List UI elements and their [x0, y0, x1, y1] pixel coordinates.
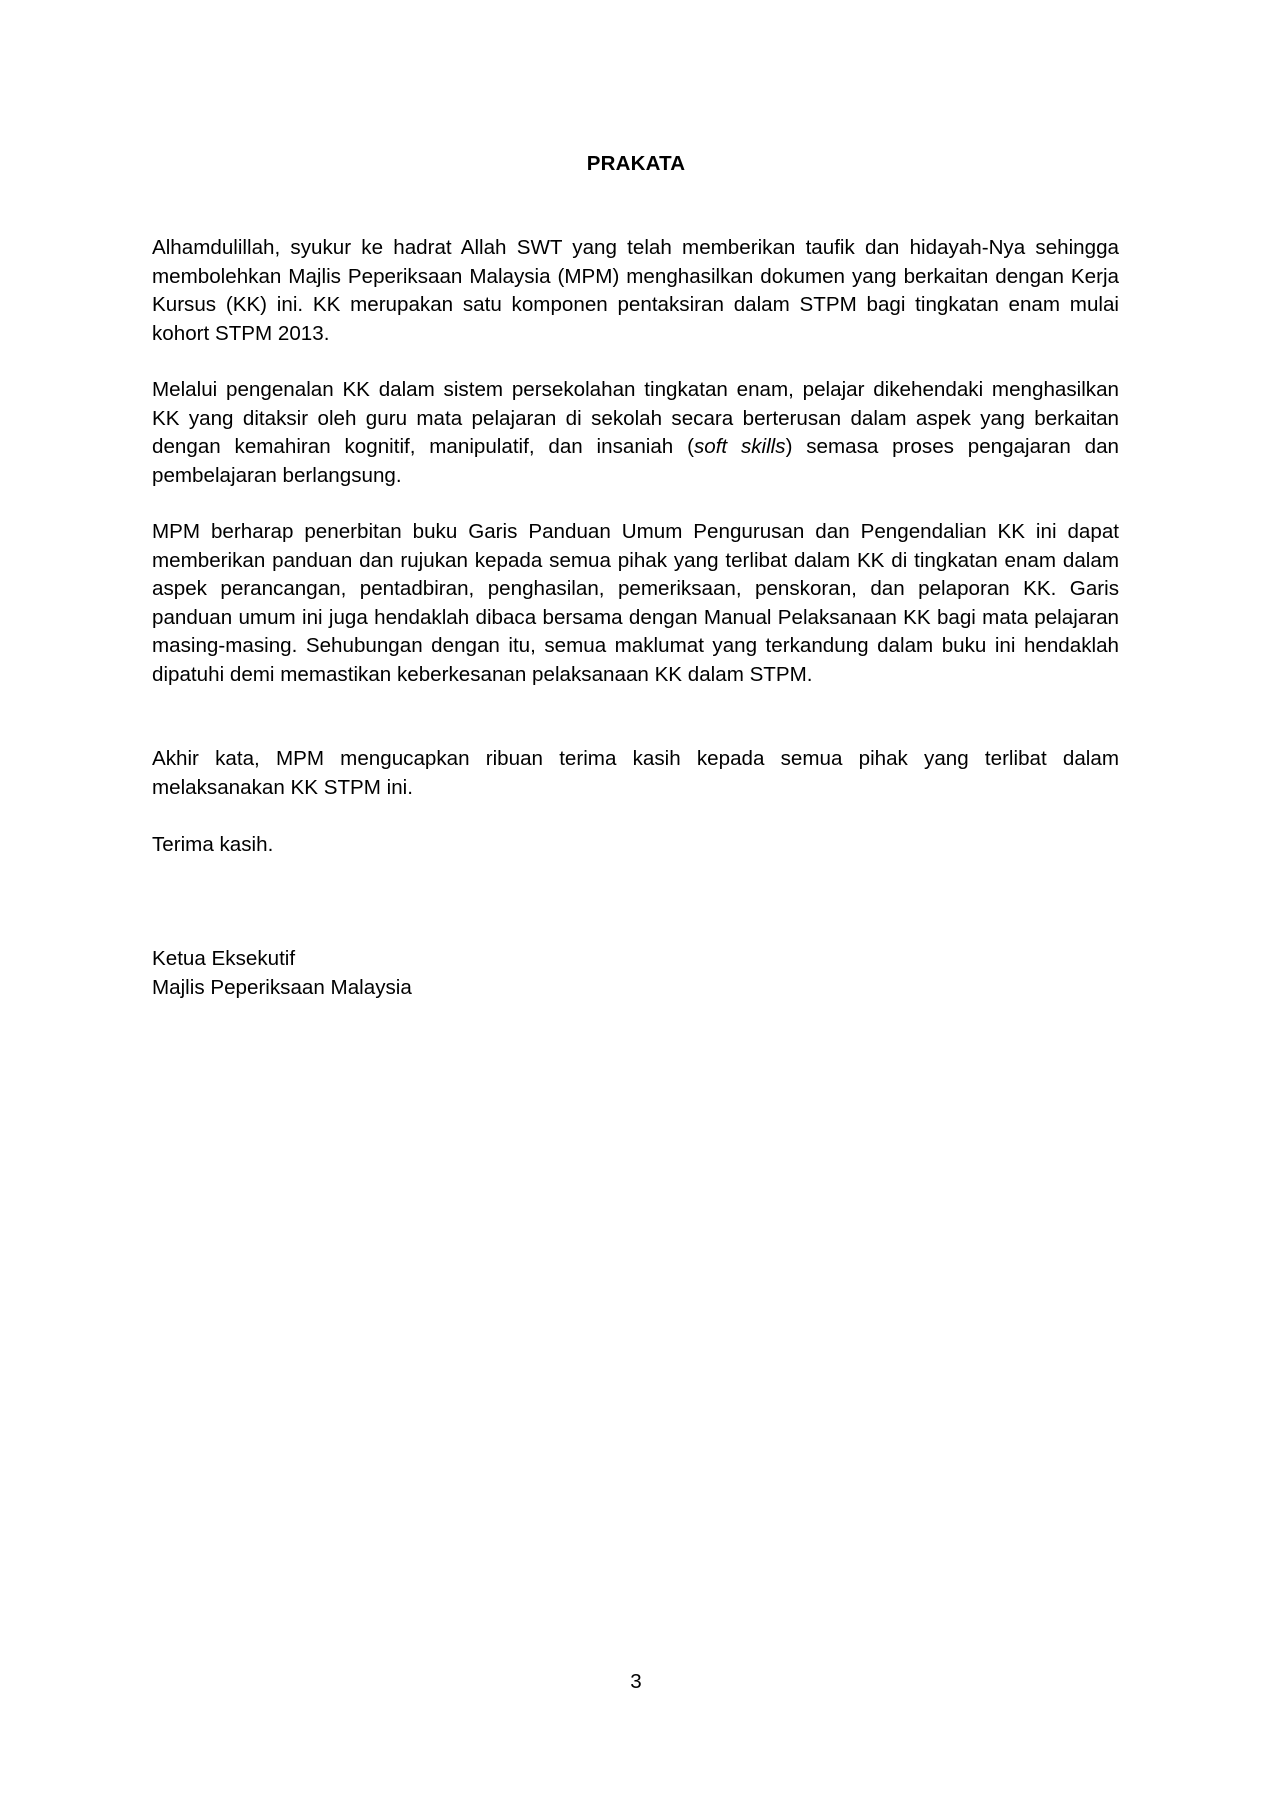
paragraph-intro	[152, 234, 1119, 348]
signature-organization: Majlis Peperiksaan Malaysia	[152, 975, 412, 999]
signature-position: Ketua Eksekutif	[152, 947, 296, 970]
paragraph-text-start: Melalui pengenalan KK dalam sistem persekolahan tingkatan enam, pelajar dikehendaki menghasilkan KK yang ditaksir oleh guru mata pelajaran di sekolah secara berterusan dalam aspek yang berkaitan dengan kemahiran kognitif, manipulatif, dan insaniah (	[152, 378, 1119, 458]
paragraph-closing	[152, 745, 1119, 802]
paragraph-guidelines	[152, 518, 1119, 689]
paragraph-text: Terima kasih.	[152, 833, 274, 856]
paragraph-text	[152, 376, 1119, 490]
page-title: PRAKATA	[586, 152, 686, 175]
italic-term: soft skills	[693, 435, 786, 458]
paragraph-text: Alhamdulillah, syukur ke hadrat Allah SWT yang telah memberikan taufik dan hidayah-Nya sehingga membolehkan Majlis Peperiksaan Malaysia (MPM) menghasilkan dokumen yang berkaitan dengan Kerja Kursus (KK) ini. KK merupakan satu komponen pentaksiran dalam STPM bagi tingkatan enam mulai kohort STPM 2013.	[152, 236, 1119, 345]
paragraph-text: Akhir kata, MPM mengucapkan ribuan terima kasih kepada semua pihak yang terlibat dalam melaksanakan KK STPM ini.	[152, 747, 1119, 799]
signature-block	[152, 945, 412, 1002]
page-number: 3	[630, 1670, 642, 1693]
paragraph-kk-introduction	[152, 376, 1119, 490]
paragraph-text-end: ) semasa proses pengajaran dan pembelajaran berlangsung.	[152, 435, 1119, 487]
paragraph-text: MPM berharap penerbitan buku Garis Panduan Umum Pengurusan dan Pengendalian KK ini dapat memberikan panduan dan rujukan kepada semua pihak yang terlibat dalam KK di tingkatan enam dalam aspek perancangan, pentadbiran, penghasilan, pemeriksaan, penskoran, dan pelaporan KK. Garis panduan umum ini juga hendaklah dibaca bersama dengan Manual Pelaksanaan KK bagi mata pelajaran masing-masing. Sehubungan dengan itu, semua maklumat yang terkandung dalam buku ini hendaklah dipatuhi demi memastikan keberkesanan pelaksanaan KK dalam STPM.	[152, 520, 1119, 686]
paragraph-thanks	[152, 831, 1119, 860]
